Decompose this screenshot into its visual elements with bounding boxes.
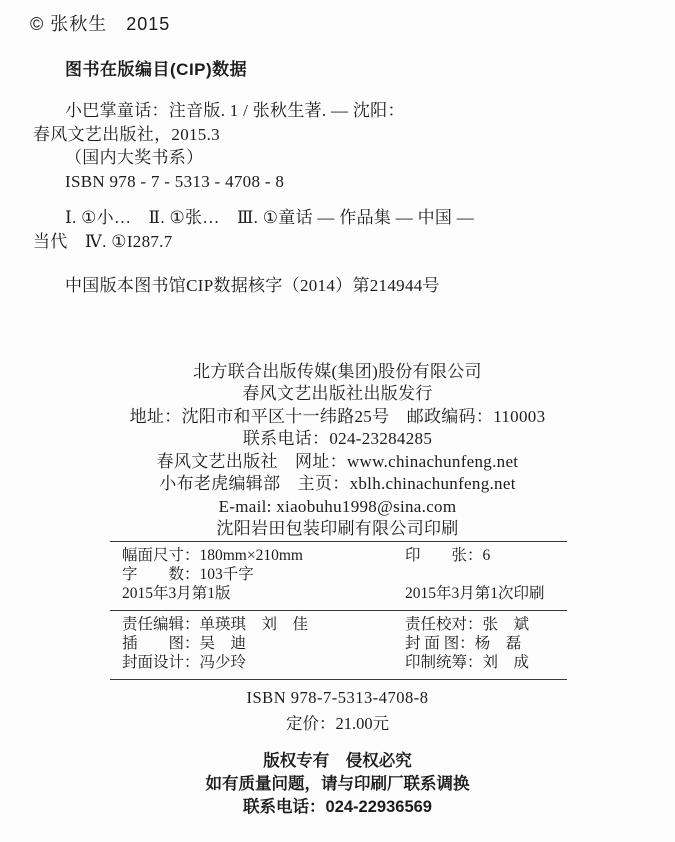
staff-credits-section bbox=[110, 610, 567, 679]
publisher-block bbox=[0, 361, 675, 541]
specs-cell bbox=[405, 565, 567, 584]
cip-series-line: （国内大奖书系） bbox=[65, 148, 204, 167]
cip-classification-line: Ⅰ. ①小… Ⅱ. ①张… Ⅲ. ①童话 — 作品集 — 中国 — bbox=[65, 208, 475, 227]
cip-isbn-line: ISBN 978 - 7 - 5313 - 4708 - 8 bbox=[65, 171, 285, 191]
editorial-homepage-line: 小布老虎编辑部 主页：xblh.chinachunfeng.net bbox=[159, 474, 516, 493]
copyright-warning-block bbox=[0, 750, 675, 819]
credits-cell: 责任编辑：单瑛琪 刘 佳 bbox=[122, 615, 309, 633]
printer-line: 沈阳岩田包装印刷有限公司印刷 bbox=[216, 519, 459, 538]
quality-issue-line: 如有质量问题，请与印刷厂联系调换 bbox=[205, 774, 470, 793]
specs-row bbox=[122, 546, 567, 565]
publisher-phone-line: 联系电话：024-23284285 bbox=[242, 429, 433, 448]
isbn-line: ISBN 978-7-5313-4708-8 bbox=[246, 687, 429, 707]
publisher-website-line: 春风文艺出版社 网址：www.chinachunfeng.net bbox=[156, 451, 519, 471]
specs-cell: 2015年3月第1次印刷 bbox=[405, 584, 545, 602]
service-phone-line: 联系电话：024-22936569 bbox=[243, 797, 432, 816]
publisher-imprint-line: 春风文艺出版社出版发行 bbox=[242, 384, 433, 403]
credits-cell: 责任校对：张 斌 bbox=[405, 615, 530, 633]
specs-table bbox=[110, 541, 567, 680]
publisher-email-line: E-mail: xiaobuhu1998@sina.com bbox=[218, 496, 457, 516]
cip-entry-line: 春风文艺出版社，2015.3 bbox=[33, 124, 220, 144]
cip-entry-line: 小巴掌童话：注音版. 1 / 张秋生著. — 沈阳： bbox=[65, 101, 405, 120]
copyright-notice: © 张秋生 2015 bbox=[30, 14, 171, 34]
credits-row bbox=[122, 634, 567, 653]
cip-classification-line: 当代 Ⅳ. ①I287.7 bbox=[33, 231, 173, 251]
publisher-address-line: 地址：沈阳市和平区十一纬路25号 邮政编码：110003 bbox=[129, 406, 546, 426]
credits-row bbox=[122, 653, 567, 672]
credits-cell: 插 图：吴 迪 bbox=[122, 634, 247, 652]
cip-entry-block bbox=[0, 99, 675, 193]
specs-row bbox=[122, 565, 567, 584]
credits-row bbox=[122, 615, 567, 634]
credits-cell: 封 面 图：杨 磊 bbox=[405, 634, 522, 652]
cip-record-number: 中国版本图书馆CIP数据核字（2014）第214944号 bbox=[65, 276, 440, 295]
credits-cell: 封面设计：冯少玲 bbox=[122, 653, 247, 671]
cip-classification-block bbox=[0, 206, 675, 253]
cip-record-number-block bbox=[0, 274, 675, 298]
cip-heading: 图书在版编目(CIP)数据 bbox=[65, 60, 248, 79]
price-line: 定价：21.00元 bbox=[285, 713, 390, 733]
specs-cell: 印 张：6 bbox=[405, 546, 491, 564]
specs-row bbox=[122, 584, 567, 603]
print-specs-section bbox=[110, 542, 567, 610]
specs-cell: 字 数：103千字 bbox=[122, 565, 254, 583]
publisher-group-name: 北方联合出版传媒(集团)股份有限公司 bbox=[193, 361, 482, 381]
rights-reserved-line: 版权专有 侵权必究 bbox=[263, 751, 412, 770]
specs-cell: 2015年3月第1版 bbox=[122, 584, 231, 602]
credits-cell: 印制统筹：刘 成 bbox=[405, 653, 530, 671]
specs-cell: 幅面尺寸：180mm×210mm bbox=[122, 546, 303, 564]
